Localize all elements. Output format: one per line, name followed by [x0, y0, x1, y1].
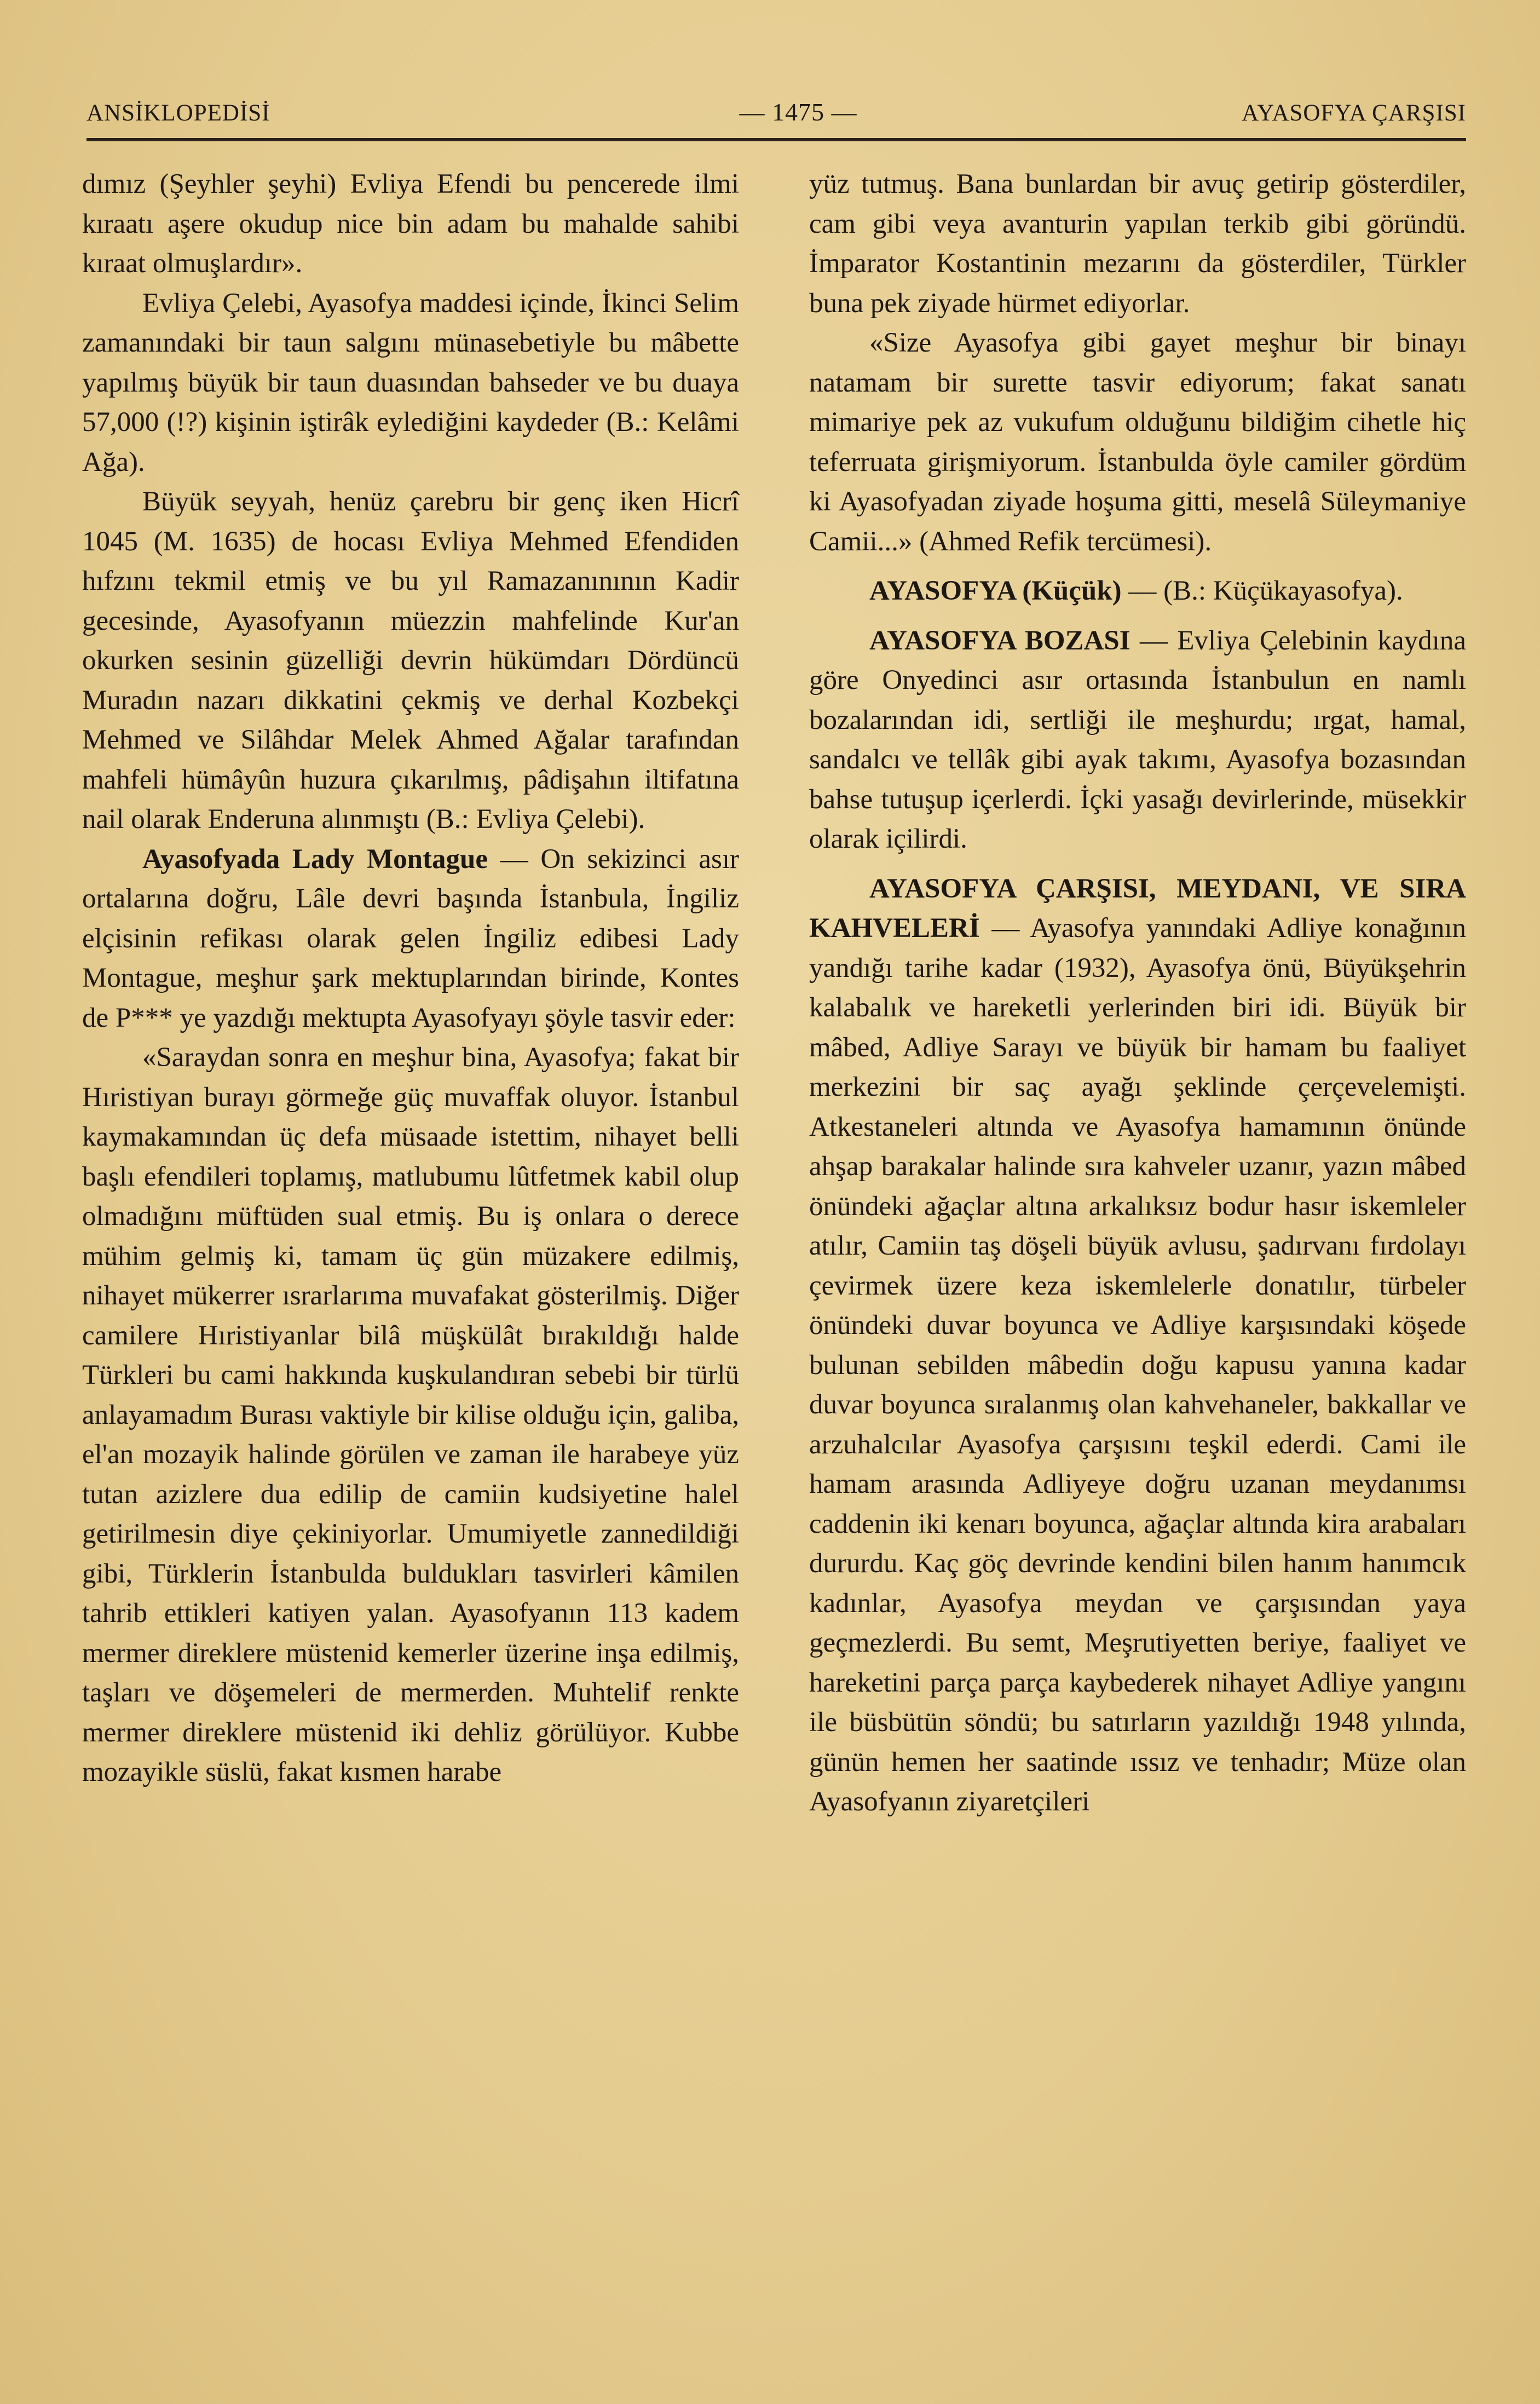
left-paragraph-2: Evliya Çelebi, Ayasofya maddesi içinde, İkinci Selim zamanındaki bir taun salgını münasebetiyle bu mâbette yapılmış büyük bir taun duasından bahseder ve bu duaya 57,000 (!?) kişinin iştirâk eylediğini kaydeder (B.: Kelâmi Ağa). — [82, 287, 739, 478]
entry-body-lady-montague: — On sekizinci asır ortalarına doğru, Lâle devri başında İstanbula, İngiliz elçisinin refikası olarak gelen İngiliz edibesi Lady Montague, meşhur şark mektuplarından birinde, Kontes de P*** ye yazdığı mektupta Ayasofyayı şöyle tasvir eder: — [82, 843, 740, 1033]
header-right-title: AYASOFYA ÇARŞISI — [1242, 100, 1466, 126]
entry-body-ayasofya-carsisi: — Ayasofya yanındaki Adliye konağının yandığı tarihe kadar (1932), Ayasofya önü, Büyükşehrin kalabalık ve hareketli yerlerinden biri idi. Büyük bir mâbed, Adliye Sarayı ve büyük bir hamam bu faaliyet merkezini bir saç ayağı şeklinde çerçevelemişti. Atkestaneleri altında ve Ayasofya hamamının önünde ahşap barakalar halinde sıra kahveler uzanır, yazın mâbed önündeki ağaçlar altına arkalıksız bodur hasır iskemleler atılır, Camiin taş döşeli büyük avlusu, şadırvanı fırdolayı çevirmek üzere keza iskemlelerle donatılır, türbeler önündeki duvar boyunca ve Adliye karşısındaki köşede bulunan sebilden mâbedin doğu kapusu yanına kadar duvar boyunca sıralanmış olan kahvehaneler, bakkallar ve arzuhalcılar Ayasofya çarşısını teşkil ederdi. Cami ile hamam arasında Adliyeye doğru uzanan meydanımsı caddenin iki kenarı boyunca, ağaçlar altında kira arabaları dururdu. Kaç göç devrinde kendini bilen hanım hanımcık kadınlar, Ayasofya meydan ve çarşısından yaya geçmezlerdi. Bu semt, Meşrutiyetten beriye, faaliyet ve hareketini parça parça kaybederek nihayet Adliye yangını ile büsbütün söndü; bu satırların yazıldığı 1948 yılında, günün hemen her saatinde ıssız ve tenhadır; Müze olan Ayasofyanın ziyaretçileri — [809, 913, 1466, 1817]
page-number: — 1475 — — [739, 98, 857, 126]
right-paragraph-5 — [809, 869, 1466, 1822]
header-left-title: ANSİKLOPEDİSİ — [86, 100, 270, 126]
right-paragraph-2: «Size Ayasofya gibi gayet meşhur bir binayı natamam bir surette tasvir ediyorum; fakat sanatı mimariye pek az vukufum olduğunu bildiğim cihetle hiç teferruata girişmiyorum. İstanbulda öyle camiler gördüm ki Ayasofyadan ziyade hoşuma gitti, meselâ Süleymaniye Camii...» (Ahmed Refik tercümesi). — [809, 327, 1466, 557]
entry-body-ayasofya-kucuk: — (B.: Küçükayasofya). — [1121, 576, 1403, 606]
right-paragraph-3 — [809, 571, 1466, 611]
left-column — [82, 164, 739, 1792]
right-paragraph-1: yüz tutmuş. Bana bunlardan bir avuç getirip gösterdiler, cam gibi veya avanturin yapılan terkib gibi göründü. İmparator Kostantinin mezarını da gösterdiler, Türkler buna pek ziyade hürmet ediyorlar. — [809, 169, 1466, 319]
running-header — [86, 92, 1466, 130]
left-paragraph-3: Büyük seyyah, henüz çarebru bir genç iken Hicrî 1045 (M. 1635) de hocası Evliya Mehmed Efendiden hıfzını tekmil etmiş ve bu yıl Ramazanınının Kadir gecesinde, Ayasofyanın müezzin mahfelinde Kur'an okurken sesinin güzelliği devrin hükümdarı Dördüncü Muradın nazarı dikkatini çekmiş ve derhal Kozbekçi Mehmed ve Silâhdar Melek Ahmed Ağalar tarafından mahfeli hümâyûn huzura çıkarılmış, pâdişahın iltifatına nail olarak Enderuna alınmıştı (B.: Evliya Çelebi). — [82, 486, 739, 835]
header-rule — [86, 138, 1466, 141]
left-paragraph-4 — [82, 839, 739, 1038]
right-column — [809, 164, 1466, 1822]
entry-title-ayasofya-bozasi: AYASOFYA BOZASI — [869, 625, 1131, 656]
entry-title-ayasofya-carsisi: AYASOFYA ÇARŞISI, MEYDANI, VE SIRA KAHVELERİ — [809, 873, 1466, 944]
entry-title-lady-montague: Ayasofyada Lady Montague — [142, 843, 488, 875]
entry-title-ayasofya-kucuk: AYASOFYA (Küçük) — [869, 576, 1122, 606]
entry-body-ayasofya-bozasi: — Evliya Çelebinin kaydına göre Onyedinci asır ortasında İstanbulun en namlı bozalarından idi, sertliği ile meşhurdu; ırgat, hamal, sandalcı ve tellâk gibi ayak takımı, Ayasofya bozasından bahse tutuşup içerlerdi. İçki yasağı devirlerinde, müsekkir olarak içilirdi. — [809, 625, 1466, 854]
left-paragraph-1: dımız (Şeyhler şeyhi) Evliya Efendi bu pencerede ilmi kıraatı aşere okudup nice bin adam bu mahalde sahibi kıraat olmuşlardır». — [82, 169, 739, 279]
left-paragraph-5: «Saraydan sonra en meşhur bina, Ayasofya; fakat bir Hıristiyan burayı görmeğe güç muvaffak oluyor. İstanbul kaymakamından üç defa müsaade istettim, nihayet belli başlı efendileri toplamış, matlubumu lûtfetmek kabil olup olmadığını müftüden sual etmiş. Bu iş onlara o derece mühim gelmiş ki, tamam üç gün müzakere edilmiş, nihayet mükerrer ısrarlarıma muvafakat gösterilmiş. Diğer camilere Hıristiyanlar bilâ müşkülât bırakıldığı halde Türkleri bu cami hakkında kuşkulandıran sebebi bir türlü anlayamadım Burası vaktiyle bir kilise olduğu için, galiba, el'an mozayik halinde görülen ve zaman ile harabeye yüz tutan azizlere dua edilip de camiin kudsiyetine halel getirilmesin diye çekiniyorlar. Umumiyetle zannedildiği gibi, Türklerin İstanbulda buldukları tasvirleri kâmilen tahrib ettikleri katiyen yalan. Ayasofyanın 113 kadem mermer direklere müstenid kemerler üzerine inşa edilmiş, taşları ve döşemeleri de mermerden. Muhtelif renkte mermer direklere müstenid iki dehliz görülüyor. Kubbe mozayikle süslü, fakat kısmen harabe — [82, 1042, 739, 1787]
right-paragraph-4 — [809, 621, 1466, 859]
